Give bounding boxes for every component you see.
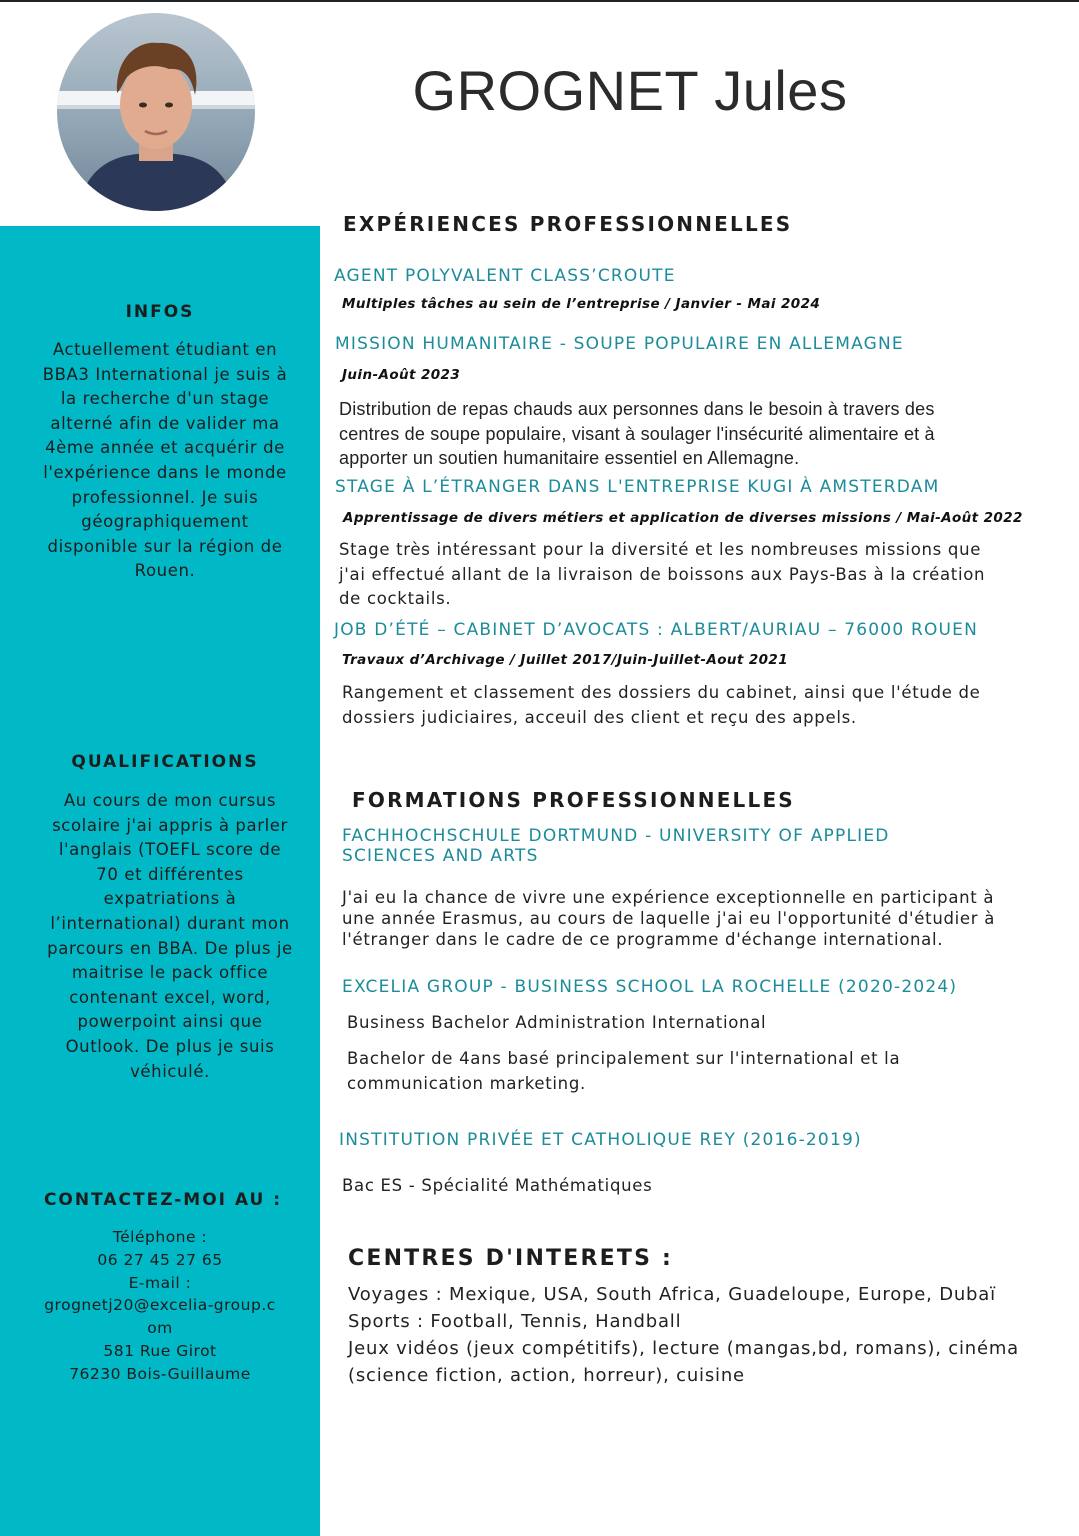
infos-heading: INFOS: [125, 302, 195, 322]
experience-subtitle: Juin-Août 2023: [342, 367, 461, 383]
phone-number: 06 27 45 27 65: [97, 1250, 223, 1269]
full-name: GROGNET Jules: [412, 59, 848, 122]
formation-degree: Bac ES - Spécialité Mathématiques: [342, 1176, 653, 1195]
contact-block: [30, 1226, 290, 1386]
formation-title: EXCELIA GROUP - BUSINESS SCHOOL LA ROCHELLE (2020-2024): [342, 977, 958, 997]
interests-hobbies: Jeux vidéos (jeux compétitifs), lecture (mangas,bd, romans), cinéma: [348, 1338, 1020, 1359]
formations-heading: FORMATIONS PROFESSIONNELLES: [352, 788, 795, 812]
experience-subtitle: Multiples tâches au sein de l’entreprise / Janvier - Mai 2024: [342, 296, 821, 312]
formation-title: INSTITUTION PRIVÉE ET CATHOLIQUE REY (2016-2019): [339, 1130, 862, 1150]
interests-travel: Voyages : Mexique, USA, South Africa, Guadeloupe, Europe, Dubaï: [348, 1284, 996, 1305]
sidebar: [0, 226, 320, 1536]
formation-description: Bachelor de 4ans basé principalement sur l'international et la communication marketing.: [347, 1049, 901, 1093]
address-line2: 76230 Bois-Guillaume: [69, 1364, 251, 1383]
formation-title-line1: FACHHOCHSCHULE DORTMUND - UNIVERSITY OF APPLIED: [342, 826, 890, 846]
experiences-heading: EXPÉRIENCES PROFESSIONNELLES: [343, 212, 793, 236]
experience-description: Rangement et classement des dossiers du cabinet, ainsi que l'étude de dossiers judiciaires, acceuil des client et reçu des appels.: [342, 683, 981, 727]
experience-title: AGENT POLYVALENT CLASS’CROUTE: [334, 266, 676, 286]
qualifications-heading: QUALIFICATIONS: [71, 752, 259, 772]
formation-degree: Business Bachelor Administration International: [347, 1013, 767, 1032]
address-line1: 581 Rue Girot: [103, 1341, 217, 1360]
top-border: [0, 0, 1079, 2]
experience-subtitle: Travaux d’Archivage / Juillet 2017/Juin-Juillet-Aout 2021: [342, 652, 789, 668]
experience-description: Distribution de repas chauds aux personnes dans le besoin à travers des centres de soupe populaire, visant à soulager l'insécurité alimentaire et à apporter un soutien humanitaire essentiel en Allemagne.: [339, 399, 935, 469]
phone-label: Téléphone :: [112, 1228, 208, 1246]
experience-title: STAGE À L’ÉTRANGER DANS L'ENTREPRISE KUGI À AMSTERDAM: [335, 477, 940, 497]
contact-heading: CONTACTEZ-MOI AU :: [43, 1190, 283, 1210]
experience-description: Stage très intéressant pour la diversité et les nombreuses missions que j'ai effectué allant de la livraison de boissons aux Pays-Bas à la création de cocktails.: [339, 540, 986, 609]
formation-title-line2: SCIENCES AND ARTS: [342, 846, 539, 866]
qualifications-text: Au cours de mon cursus scolaire j'ai appris à parler l'anglais (TOEFL score de 70 et différentes expatriations à l’international) durant mon parcours en BBA. De plus je maitrise le pack office contenant excel, word, powerpoint ainsi que Outlook. De plus je suis véhiculé.: [47, 791, 293, 1081]
experience-subtitle: Apprentissage de divers métiers et application de diverses missions / Mai-Août 2022: [343, 510, 1023, 526]
email-address: grognetj20@excelia-group.com: [44, 1296, 276, 1338]
infos-text: Actuellement étudiant en BBA3 International je suis à la recherche d'un stage alterné afin de valider ma 4ème année et acquérir de l'expérience dans le monde professionnel. Je suis géographiquement disponible sur la région de Rouen.: [42, 340, 288, 581]
interests-sports: Sports : Football, Tennis, Handball: [348, 1311, 682, 1332]
formation-description: J'ai eu la chance de vivre une expérience exceptionnelle en participant à une année Erasmus, au cours de laquelle j'ai eu l'opportunité d'étudier à l'étranger dans le cadre de ce programme d'échange international.: [342, 888, 996, 949]
experience-title: JOB D’ÉTÉ – CABINET D’AVOCATS : ALBERT/AURIAU – 76000 ROUEN: [334, 620, 979, 640]
interests-heading: CENTRES D'INTERETS :: [348, 1246, 673, 1271]
email-label: E-mail :: [128, 1273, 192, 1292]
experience-title: MISSION HUMANITAIRE - SOUPE POPULAIRE EN ALLEMAGNE: [335, 334, 904, 354]
profile-photo: [57, 13, 255, 211]
interests-hobbies-cont: (science fiction, action, horreur), cuisine: [348, 1365, 745, 1386]
